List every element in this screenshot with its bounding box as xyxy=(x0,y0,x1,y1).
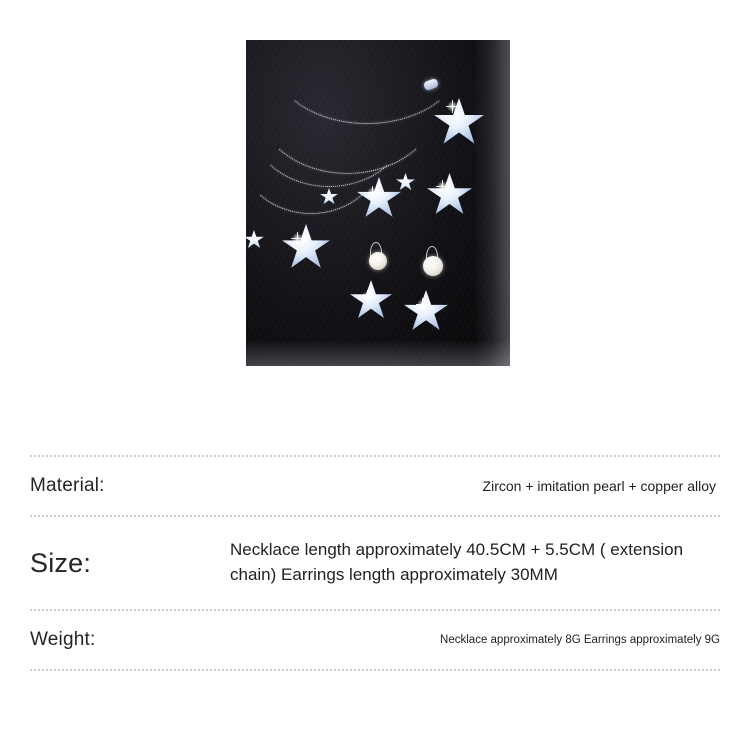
spec-value-size: Necklace length approximately 40.5CM + 5.5CM ( extension chain) Earrings length approximately 30MM xyxy=(230,540,684,584)
sparkle-icon xyxy=(291,232,304,245)
spec-value-weight: Necklace approximately 8G Earrings approximately 9G xyxy=(440,633,720,646)
product-photo xyxy=(246,40,510,366)
spec-label-material: Material: xyxy=(30,475,105,496)
sparkle-icon xyxy=(366,186,379,199)
specification-list xyxy=(0,455,750,671)
earring-pearl-left xyxy=(369,252,387,270)
sparkle-icon xyxy=(361,290,374,303)
spec-label-weight: Weight: xyxy=(30,629,96,650)
necklace-chain-4 xyxy=(246,92,382,214)
divider-bottom xyxy=(30,669,720,671)
spec-label-size: Size: xyxy=(30,547,92,578)
spec-row-material xyxy=(0,457,750,515)
sparkle-icon xyxy=(416,298,429,311)
earring-pearl-right xyxy=(423,256,443,276)
sparkle-icon xyxy=(446,100,459,113)
jewelry-box-bottom-edge xyxy=(246,340,510,366)
spec-value-material: Zircon + imitation pearl + copper alloy xyxy=(482,477,716,494)
spec-row-size xyxy=(0,517,750,609)
spec-row-weight xyxy=(0,611,750,669)
sparkle-icon xyxy=(436,180,449,193)
jewelry-box-edge xyxy=(474,40,510,366)
